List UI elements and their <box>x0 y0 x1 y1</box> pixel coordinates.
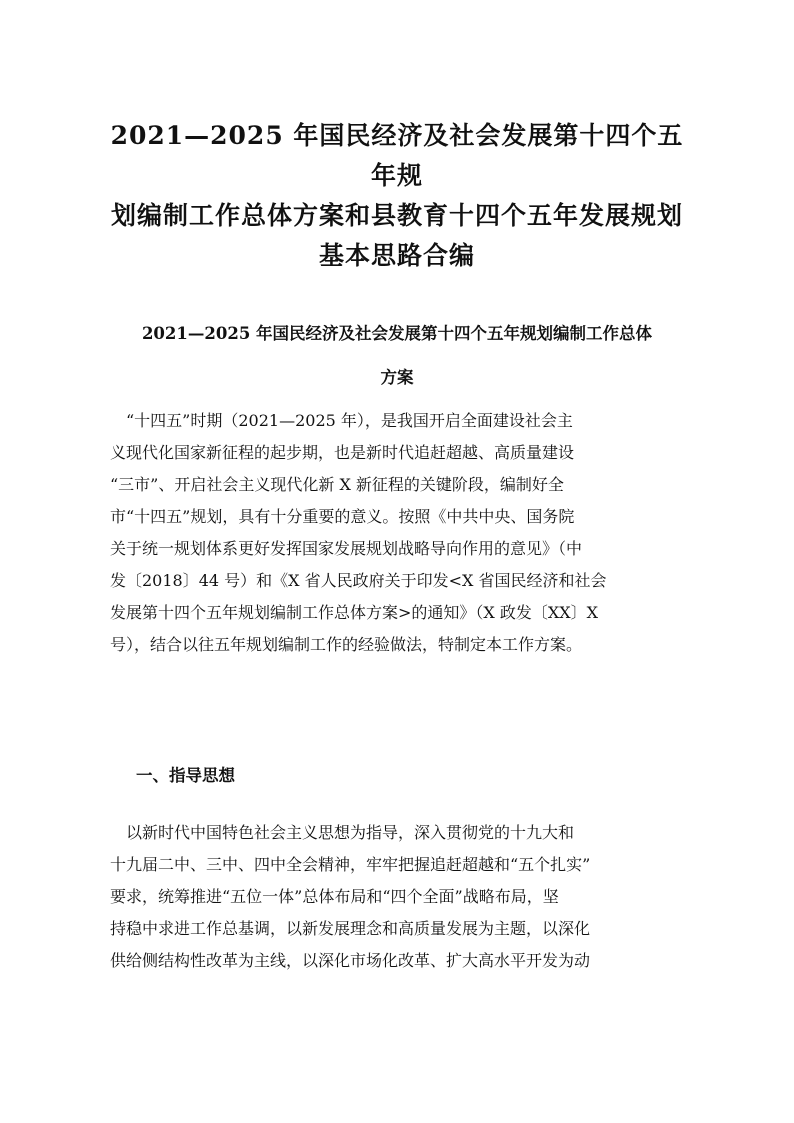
paragraph-line: 持稳中求进工作总基调，以新发展理念和高质量发展为主题，以深化 <box>110 919 591 938</box>
paragraph-line: 供给侧结构性改革为主线，以深化市场化改革、扩大高水平开发为动 <box>110 951 591 970</box>
document-title-line: 划编制工作总体方案和县教育十四个五年发展规划 <box>110 201 683 230</box>
document-title-line: 基本思路合编 <box>318 241 475 270</box>
paragraph-line: 发〔2018〕44 号）和《X 省人民政府关于印发<X 省国民经济和社会 <box>110 571 607 590</box>
section-title-line: 方案 <box>380 368 414 387</box>
intro-paragraph <box>110 405 682 661</box>
paragraph-line: 以新时代中国特色社会主义思想为指导，深入贯彻党的十九大和 <box>110 823 575 842</box>
document-title-line: 2021—2025 年国民经济及社会发展第十四个五年规 <box>110 121 684 190</box>
section-heading-guiding-ideology: 一、指导思想 <box>136 766 235 785</box>
paragraph-line: 发展第十四个五年规划编制工作总体方案>的通知》（X 政发〔XX〕X <box>110 603 599 622</box>
paragraph-line: 关于统一规划体系更好发挥国家发展规划战略导向作用的意见》（中 <box>110 539 583 558</box>
paragraph-line: 号），结合以往五年规划编制工作的经验做法，特制定本工作方案。 <box>110 635 583 654</box>
paragraph-line: 义现代化国家新征程的起步期，也是新时代追赶超越、高质量建设 <box>110 443 575 462</box>
paragraph-line: 市“十四五”规划，具有十分重要的意义。按照《中共中央、国务院 <box>110 507 575 526</box>
paragraph-line: “三市”、开启社会主义现代化新 X 新征程的关键阶段，编制好全 <box>110 475 564 494</box>
section-title-line: 2021—2025 年国民经济及社会发展第十四个五年规划编制工作总体 <box>141 324 653 343</box>
document-title <box>100 116 694 276</box>
paragraph-line: 要求，统筹推进“五位一体”总体布局和“四个全面”战略布局，坚 <box>110 887 559 906</box>
paragraph-line: “十四五”时期（2021—2025 年），是我国开启全面建设社会主 <box>110 411 573 430</box>
paragraph-line: 十九届二中、三中、四中全会精神，牢牢把握追赶超越和“五个扎实” <box>110 855 591 874</box>
section-title <box>100 312 694 400</box>
guiding-ideology-paragraph <box>110 817 682 977</box>
